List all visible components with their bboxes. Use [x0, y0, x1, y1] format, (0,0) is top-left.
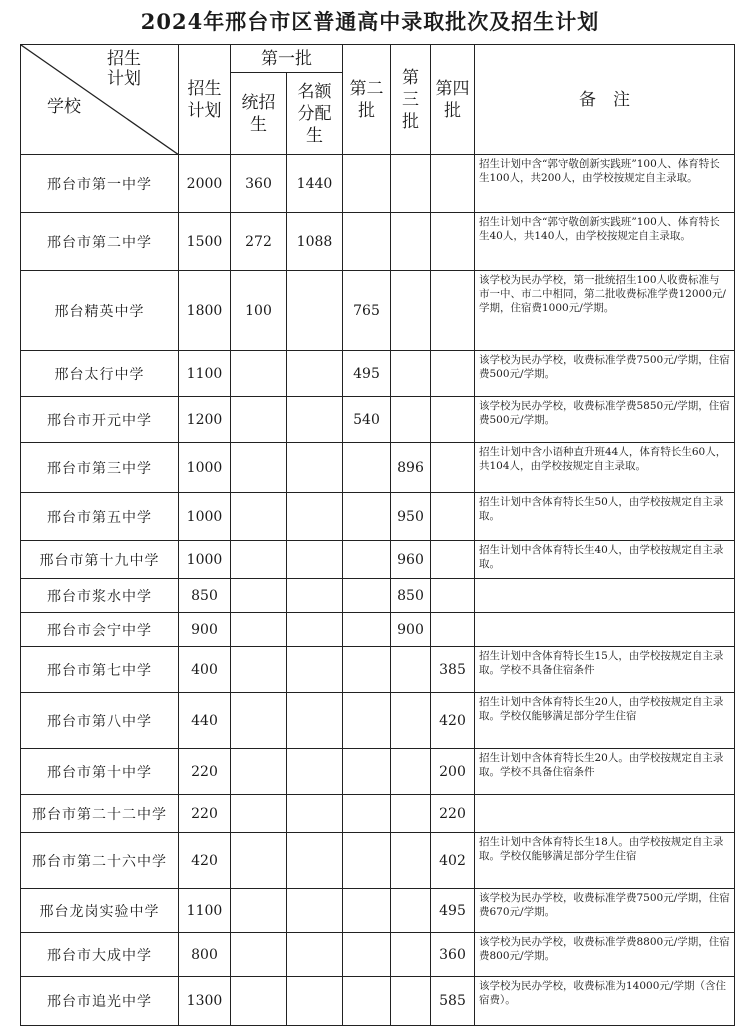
- table-row: [21, 213, 735, 271]
- school-name: 邢台市第一中学: [21, 155, 179, 213]
- remarks-cell: 招生计划中含“郭守敬创新实践班”100人、体育特长生100人，共200人，由学校按规定自主录取。: [475, 155, 735, 213]
- batch2-count: [343, 155, 391, 213]
- plan-count: 440: [179, 693, 231, 749]
- batch1-quota: 1088: [287, 213, 343, 271]
- plan-count: 220: [179, 749, 231, 795]
- school-name: 邢台市第二十六中学: [21, 833, 179, 889]
- batch1-quota: [287, 693, 343, 749]
- plan-count: 850: [179, 579, 231, 613]
- batch2-count: [343, 749, 391, 795]
- batch1-unified: [231, 977, 287, 1026]
- batch2-count: [343, 541, 391, 579]
- school-name: 邢台太行中学: [21, 351, 179, 397]
- table-row: [21, 933, 735, 977]
- header-batch1: 第一批: [231, 45, 343, 73]
- batch2-count: 540: [343, 397, 391, 443]
- batch1-unified: [231, 693, 287, 749]
- batch1-quota: [287, 933, 343, 977]
- batch1-quota: [287, 889, 343, 933]
- remarks-cell: 该学校为民办学校，收费标准学费5850元/学期，住宿费500元/学期。: [475, 397, 735, 443]
- table-row: [21, 647, 735, 693]
- header-quota: 名额分配生: [287, 73, 343, 155]
- remarks-cell: 招生计划中含体育特长生20人，由学校按规定自主录取。学校仅能够满足部分学生住宿: [475, 693, 735, 749]
- plan-count: 420: [179, 833, 231, 889]
- batch1-unified: 272: [231, 213, 287, 271]
- batch1-unified: [231, 833, 287, 889]
- remarks-cell: [475, 795, 735, 833]
- table-row: [21, 541, 735, 579]
- plan-count: 1200: [179, 397, 231, 443]
- batch2-count: 495: [343, 351, 391, 397]
- batch4-count: [431, 351, 475, 397]
- table-row: [21, 693, 735, 749]
- table-row: [21, 795, 735, 833]
- school-name: 邢台市第十中学: [21, 749, 179, 795]
- batch3-count: [391, 213, 431, 271]
- batch2-count: [343, 213, 391, 271]
- table-row: [21, 977, 735, 1026]
- batch4-count: 402: [431, 833, 475, 889]
- header-batch4: 第四批: [431, 45, 475, 155]
- batch2-count: [343, 443, 391, 493]
- school-name: 邢台市浆水中学: [21, 579, 179, 613]
- school-name: 邢台市第五中学: [21, 493, 179, 541]
- batch3-count: [391, 397, 431, 443]
- batch1-quota: [287, 613, 343, 647]
- batch1-quota: [287, 795, 343, 833]
- remarks-cell: 该学校为民办学校，收费标准学费7500元/学期，住宿费670元/学期。: [475, 889, 735, 933]
- plan-count: 1800: [179, 271, 231, 351]
- remarks-cell: 招生计划中含体育特长生20人。由学校按规定自主录取。学校不具备住宿条件: [475, 749, 735, 795]
- batch3-count: [391, 351, 431, 397]
- batch3-count: 900: [391, 613, 431, 647]
- batch1-quota: [287, 647, 343, 693]
- batch4-count: [431, 579, 475, 613]
- school-name: 邢台市第十九中学: [21, 541, 179, 579]
- batch2-count: 765: [343, 271, 391, 351]
- remarks-cell: 招生计划中含体育特长生15人，由学校按规定自主录取。学校不具备住宿条件: [475, 647, 735, 693]
- header-unified: 统招生: [231, 73, 287, 155]
- batch2-count: [343, 493, 391, 541]
- batch2-count: [343, 795, 391, 833]
- batch4-count: [431, 213, 475, 271]
- batch3-count: 896: [391, 443, 431, 493]
- batch1-unified: [231, 933, 287, 977]
- plan-count: 1100: [179, 889, 231, 933]
- batch3-count: [391, 795, 431, 833]
- school-name: 邢台市第二十二中学: [21, 795, 179, 833]
- table-row: [21, 613, 735, 647]
- batch2-count: [343, 833, 391, 889]
- school-name: 邢台龙岗实验中学: [21, 889, 179, 933]
- batch2-count: [343, 613, 391, 647]
- school-name: 邢台市第二中学: [21, 213, 179, 271]
- batch2-count: [343, 977, 391, 1026]
- batch3-count: [391, 647, 431, 693]
- batch1-quota: [287, 579, 343, 613]
- batch2-count: [343, 647, 391, 693]
- batch4-count: [431, 155, 475, 213]
- header-batch3: 第三批: [391, 45, 431, 155]
- batch4-count: 420: [431, 693, 475, 749]
- school-name: 邢台市追光中学: [21, 977, 179, 1026]
- batch1-quota: [287, 493, 343, 541]
- remarks-cell: [475, 613, 735, 647]
- table-row: [21, 443, 735, 493]
- remarks-cell: 招生计划中含小语种直升班44人，体育特长生60人，共104人，由学校按规定自主录取。: [475, 443, 735, 493]
- batch3-count: [391, 977, 431, 1026]
- table-row: [21, 397, 735, 443]
- batch1-quota: [287, 397, 343, 443]
- plan-count: 800: [179, 933, 231, 977]
- batch4-count: 385: [431, 647, 475, 693]
- batch4-count: [431, 541, 475, 579]
- header-school: 学校: [47, 97, 81, 117]
- table-row: [21, 749, 735, 795]
- batch1-unified: [231, 351, 287, 397]
- remarks-cell: [475, 579, 735, 613]
- batch3-count: [391, 749, 431, 795]
- school-name: 邢台市第七中学: [21, 647, 179, 693]
- batch4-count: 495: [431, 889, 475, 933]
- admission-table: [20, 44, 735, 1026]
- batch1-unified: [231, 613, 287, 647]
- batch3-count: [391, 833, 431, 889]
- remarks-cell: 该学校为民办学校，第一批统招生100人收费标准与市一中、市二中相同，第二批收费标准学费12000元/学期，住宿费1000元/学期。: [475, 271, 735, 351]
- batch1-quota: [287, 271, 343, 351]
- plan-count: 1300: [179, 977, 231, 1026]
- batch3-count: 960: [391, 541, 431, 579]
- batch1-unified: [231, 493, 287, 541]
- batch1-quota: [287, 443, 343, 493]
- batch4-count: [431, 271, 475, 351]
- header-plan-diag: 招生计划: [107, 49, 141, 89]
- plan-count: 900: [179, 613, 231, 647]
- batch1-unified: 100: [231, 271, 287, 351]
- batch4-count: [431, 613, 475, 647]
- plan-count: 1500: [179, 213, 231, 271]
- school-name: 邢台市会宁中学: [21, 613, 179, 647]
- batch4-count: 585: [431, 977, 475, 1026]
- plan-count: 1000: [179, 541, 231, 579]
- school-name: 邢台市第三中学: [21, 443, 179, 493]
- school-name: 邢台市开元中学: [21, 397, 179, 443]
- remarks-cell: 招生计划中含“郭守敬创新实践班”100人、体育特长生40人，共140人，由学校按规定自主录取。: [475, 213, 735, 271]
- page-title: 2024年邢台市区普通高中录取批次及招生计划: [140, 9, 600, 34]
- batch1-quota: [287, 977, 343, 1026]
- school-name: 邢台市大成中学: [21, 933, 179, 977]
- remarks-cell: 招生计划中含体育特长生40人，由学校按规定自主录取。: [475, 541, 735, 579]
- plan-count: 2000: [179, 155, 231, 213]
- batch1-unified: 360: [231, 155, 287, 213]
- remarks-cell: 该学校为民办学校，收费标准为14000元/学期（含住宿费）。: [475, 977, 735, 1026]
- header-plan: 招生计划: [179, 45, 231, 155]
- table-row: [21, 579, 735, 613]
- batch2-count: [343, 889, 391, 933]
- batch3-count: [391, 155, 431, 213]
- table-row: [21, 833, 735, 889]
- batch4-count: 200: [431, 749, 475, 795]
- diagonal-line: [21, 45, 179, 155]
- batch1-quota: [287, 833, 343, 889]
- school-name: 邢台市第八中学: [21, 693, 179, 749]
- header-batch2: 第二批: [343, 45, 391, 155]
- batch3-count: [391, 693, 431, 749]
- batch1-unified: [231, 541, 287, 579]
- batch1-quota: 1440: [287, 155, 343, 213]
- batch3-count: [391, 933, 431, 977]
- table-row: [21, 155, 735, 213]
- plan-count: 400: [179, 647, 231, 693]
- batch1-quota: [287, 351, 343, 397]
- table-row: [21, 351, 735, 397]
- batch1-unified: [231, 749, 287, 795]
- batch2-count: [343, 693, 391, 749]
- remarks-cell: 该学校为民办学校，收费标准学费8800元/学期，住宿费800元/学期。: [475, 933, 735, 977]
- batch2-count: [343, 579, 391, 613]
- batch1-unified: [231, 647, 287, 693]
- school-name: 邢台精英中学: [21, 271, 179, 351]
- batch1-unified: [231, 889, 287, 933]
- batch4-count: [431, 493, 475, 541]
- batch2-count: [343, 933, 391, 977]
- plan-count: 1000: [179, 493, 231, 541]
- plan-count: 1000: [179, 443, 231, 493]
- batch1-quota: [287, 749, 343, 795]
- batch4-count: 220: [431, 795, 475, 833]
- batch3-count: [391, 889, 431, 933]
- table-row: [21, 889, 735, 933]
- remarks-cell: 该学校为民办学校，收费标准学费7500元/学期，住宿费500元/学期。: [475, 351, 735, 397]
- plan-count: 1100: [179, 351, 231, 397]
- remarks-cell: 招生计划中含体育特长生50人，由学校按规定自主录取。: [475, 493, 735, 541]
- header-remarks: 备 注: [475, 45, 735, 155]
- batch1-unified: [231, 443, 287, 493]
- batch4-count: 360: [431, 933, 475, 977]
- batch3-count: 850: [391, 579, 431, 613]
- batch3-count: [391, 271, 431, 351]
- diagonal-header: [21, 45, 179, 155]
- batch4-count: [431, 397, 475, 443]
- remarks-cell: 招生计划中含体育特长生18人。由学校按规定自主录取。学校仅能够满足部分学生住宿: [475, 833, 735, 889]
- plan-count: 220: [179, 795, 231, 833]
- batch1-quota: [287, 541, 343, 579]
- table-row: [21, 271, 735, 351]
- batch3-count: 950: [391, 493, 431, 541]
- table-row: [21, 493, 735, 541]
- batch1-unified: [231, 795, 287, 833]
- batch1-unified: [231, 397, 287, 443]
- batch1-unified: [231, 579, 287, 613]
- batch4-count: [431, 443, 475, 493]
